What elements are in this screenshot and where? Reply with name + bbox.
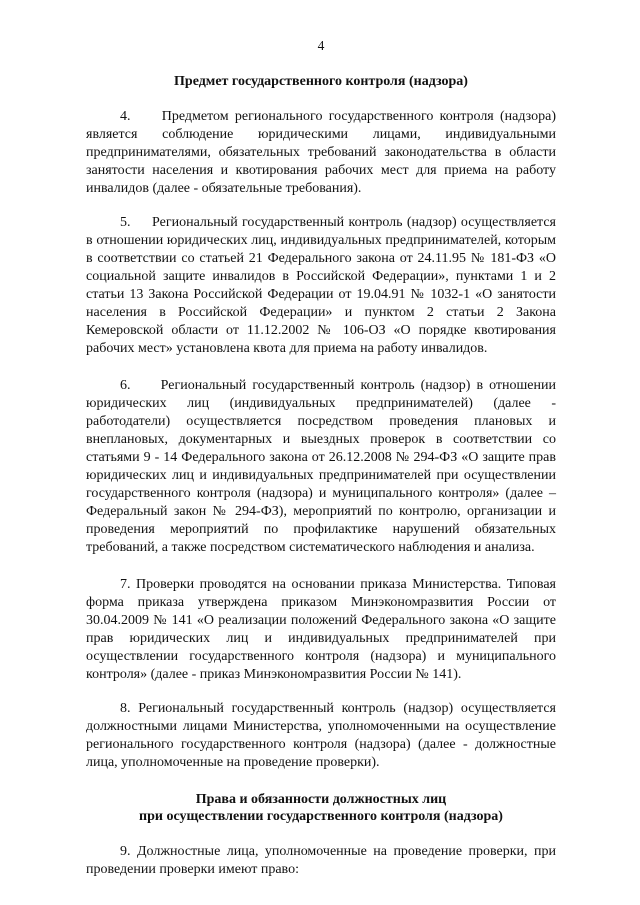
paragraph-6: 6. Региональный государственный контроль (надзор) в отношении юридических лиц (индивидуальных предпринимателей) (далее - работодатели) осуществляется посредством проведения плановых и внеплановых, документарных и выездных проверок в соответствии со статьями 9 - 14 Федерального закона от 26.12.2008 № 294-ФЗ «О защите прав юридических лиц и индивидуальных предпринимателей при осуществлении государственного контроля (надзора) и муниципального контроля» (далее – Федеральный закон № 294-ФЗ), мероприятий по контролю, организации и проведения мероприятий по профилактике нарушений обязательных требований, а также посредством систематического наблюдения и анализа. [86,378,556,555]
paragraph-4: 4. Предметом регионального государственного контроля (надзора) является соблюдение юридическими лицами, индивидуальными предпринимателями, обязательных требований законодательства в области занятости населения и квотирования рабочих мест для приема на работу инвалидов (далее - обязательные требования). [86,109,556,196]
paragraph-8: 8. Региональный государственный контроль (надзор) осуществляется должностными лицами Министерства, уполномоченными на осуществление регионального государственного контроля (надзора) (далее - должностные лица, уполномоченные на проведение проверки). [86,701,556,770]
paragraph-5: 5. Региональный государственный контроль (надзор) осуществляется в отношении юридических лиц, индивидуальных предпринимателей, которым в соответствии со статьей 21 Федерального закона от 24.11.95 № 181-ФЗ «О социальной защите инвалидов в Российской Федерации», пунктами 1 и 2 статьи 13 Закона Российской Федерации от 19.04.91 № 1032-1 «О занятости населения в Российской Федерации» и пунктом 2 статьи 2 Закона Кемеровской области от 11.12.2002 № 106-ОЗ «О порядке квотирования рабочих мест» установлена квота для приема на работу инвалидов. [86,215,556,356]
section-title-rights-line-2: при осуществлении государственного контроля (надзора) [139,809,503,824]
paragraph-7: 7. Проверки проводятся на основании приказа Министерства. Типовая форма приказа утверждена приказом Минэкономразвития России от 30.04.2009 № 141 «О реализации положений Федерального закона «О защите прав юридических лиц и индивидуальных предпринимателей при осуществлении государственного контроля (надзора) и муниципального контроля» (далее - приказ Минэкономразвития России № 141). [86,577,556,682]
paragraph-9: 9. Должностные лица, уполномоченные на проведение проверки, при проведении проверки имеют право: [86,844,556,877]
page-number: 4 [317,38,325,53]
section-title-rights-line-1: Права и обязанности должностных лиц [195,792,447,807]
section-title-rights [86,791,556,825]
section-title-subject: Предмет государственного контроля (надзора) [174,74,468,89]
